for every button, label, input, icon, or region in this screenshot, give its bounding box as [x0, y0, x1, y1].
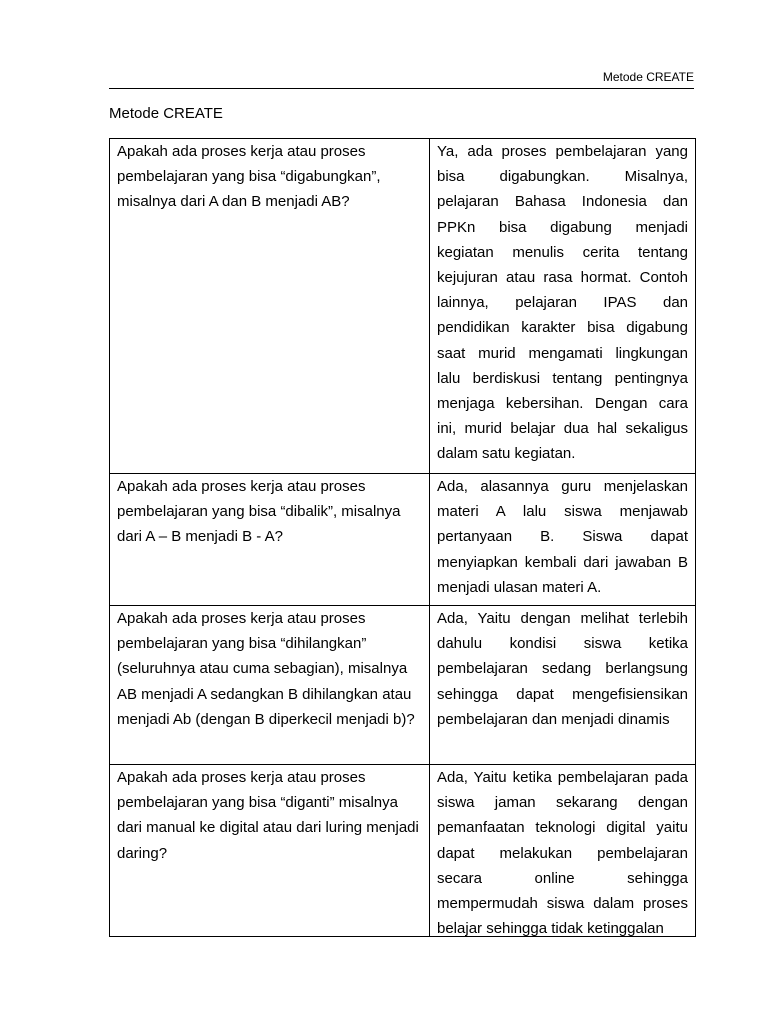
- question-cell: [110, 765, 430, 937]
- table-row: [110, 765, 696, 937]
- question-text: Apakah ada proses kerja atau proses pembelajaran yang bisa “diganti” misalnya dari manual ke digital atau dari luring menjadi daring?: [117, 769, 419, 862]
- answer-cell: Ada, alasannya guru menjelaskan materi A lalu siswa menjawab pertanyaan B. Siswa dapat menyiapkan kembali dari jawaban B menjadi ulasan materi A.: [430, 474, 696, 606]
- answer-cell: Ya, ada proses pembelajaran yang bisa digabungkan. Misalnya, pelajaran Bahasa Indonesia dan PPKn bisa digabung menjadi kegiatan menulis cerita tentang kejujuran atau rasa hormat. Contoh lainnya, pelajaran IPAS dan pendidikan karakter bisa digabung saat murid mengamati lingkungan lalu berdiskusi tentang pentingnya menjaga kebersihan. Dengan cara ini, murid belajar dua hal sekaligus dalam satu kegiatan.: [430, 139, 696, 474]
- table-row: [110, 606, 696, 765]
- table-row: [110, 474, 696, 606]
- question-cell: Apakah ada proses kerja atau proses pembelajaran yang bisa “dibalik”, misalnya dari A – B menjadi B - A?: [110, 474, 430, 606]
- create-method-table: [109, 138, 696, 937]
- answer-text: Ada, Yaitu ketika pembelajaran pada siswa jaman sekarang dengan pemanfaatan teknologi digital yaitu dapat melakukan pembelajaran secara online sehingga mempermudah siswa dalam proses belajar sehingga tidak ketinggalan: [437, 769, 688, 936]
- answer-cell: Ada, Yaitu dengan melihat terlebih dahulu kondisi siswa ketika pembelajaran sedang berlangsung sehingga dapat mengefisiensikan pembelajaran dan menjadi dinamis: [430, 606, 696, 765]
- answer-cell: [430, 765, 696, 937]
- header-rule: [109, 88, 694, 89]
- question-cell: Apakah ada proses kerja atau proses pembelajaran yang bisa “digabungkan”, misalnya dari A dan B menjadi AB?: [110, 139, 430, 474]
- section-title: Metode CREATE: [109, 105, 223, 122]
- running-header: Metode CREATE: [602, 70, 694, 84]
- question-cell: Apakah ada proses kerja atau proses pembelajaran yang bisa “dihilangkan” (seluruhnya atau cuma sebagian), misalnya AB menjadi A sedangkan B dihilangkan atau menjadi Ab (dengan B diperkecil menjadi b)?: [110, 606, 430, 765]
- table-row: [110, 139, 696, 474]
